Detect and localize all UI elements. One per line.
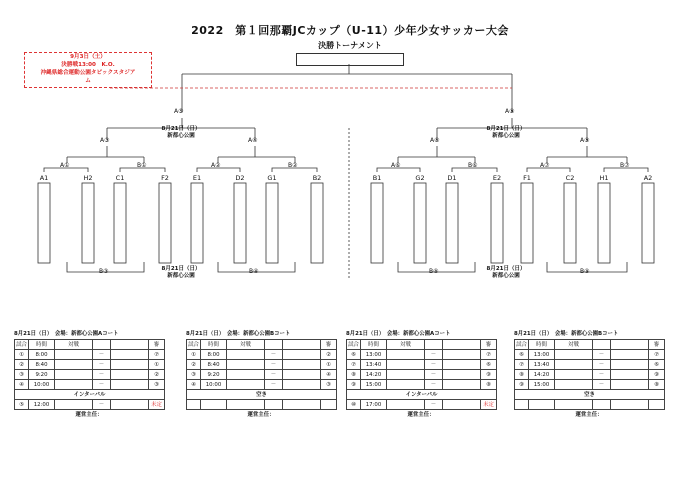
col-header	[425, 340, 443, 350]
table-cell	[649, 400, 665, 410]
table-row	[187, 370, 337, 380]
table-cell: ①	[187, 350, 201, 360]
table-cell: ⑦	[649, 350, 665, 360]
table-row	[15, 360, 165, 370]
col-header: 審	[321, 340, 337, 350]
table-head-row	[187, 340, 337, 350]
table-row	[15, 400, 165, 410]
table-cell	[443, 380, 481, 390]
node-label: B⑨	[580, 268, 590, 275]
table-header: 8月21日（日） 会場：新都心公園Bコート	[514, 331, 619, 337]
table-cell: 12:00	[29, 400, 55, 410]
match-date: 8月21日（日） 新都心公園	[486, 126, 526, 139]
table-cell: ⑨	[515, 380, 529, 390]
table-cell: 未定	[149, 400, 165, 410]
table-cell	[283, 400, 321, 410]
col-header	[283, 340, 321, 350]
table-cell	[227, 400, 265, 410]
table-cell	[443, 400, 481, 410]
table-cell	[111, 360, 149, 370]
table-cell: 未定	[481, 400, 497, 410]
table-cell: ⑦	[481, 350, 497, 360]
table-head-row	[15, 340, 165, 350]
host-label: 運営主任：	[575, 412, 603, 418]
table-cell	[611, 400, 649, 410]
table-cell	[265, 400, 283, 410]
team-label: E2	[492, 174, 502, 182]
table-cell: －	[425, 350, 443, 360]
table-cell	[201, 400, 227, 410]
col-header: 時間	[201, 340, 227, 350]
table-cell: 13:00	[529, 350, 555, 360]
node-label: B④	[249, 268, 259, 275]
table-row	[187, 350, 337, 360]
notice-line: ム	[85, 78, 91, 84]
table-row	[347, 350, 497, 360]
table-cell: ①	[321, 360, 337, 370]
table-cell	[611, 350, 649, 360]
table-row	[515, 380, 665, 390]
table-cell: ⑨	[347, 380, 361, 390]
table-head-row	[347, 340, 497, 350]
table-cell	[111, 400, 149, 410]
node-label: B⑥	[468, 162, 478, 169]
team-label: G1	[267, 174, 277, 182]
node-label: A③	[100, 137, 110, 144]
col-header: 審	[149, 340, 165, 350]
table-row	[515, 400, 665, 410]
break-label: 空き	[515, 390, 665, 400]
match-date: 8月21日（日） 新都心公園	[161, 126, 201, 139]
node-label: A⑤	[174, 108, 184, 115]
table-cell: 13:00	[361, 350, 387, 360]
table-cell: －	[93, 370, 111, 380]
team-label: B1	[372, 174, 382, 182]
team-label: F1	[523, 174, 531, 182]
node-label: A⑥	[391, 162, 401, 169]
table-cell: 13:40	[361, 360, 387, 370]
table-cell	[387, 370, 425, 380]
table-row	[515, 350, 665, 360]
table-row	[347, 380, 497, 390]
table-cell	[443, 350, 481, 360]
table-row	[347, 360, 497, 370]
node-label: B③	[99, 268, 109, 275]
table-cell: －	[425, 360, 443, 370]
table-cell: 13:40	[529, 360, 555, 370]
schedule-table	[514, 330, 664, 420]
team-label: C1	[115, 174, 125, 182]
table-cell: ①	[15, 350, 29, 360]
table-cell	[529, 400, 555, 410]
team-label: H1	[599, 174, 609, 182]
table-cell: ②	[187, 360, 201, 370]
table-cell: －	[265, 370, 283, 380]
table-cell: －	[265, 380, 283, 390]
table-cell	[387, 360, 425, 370]
table-cell: ⑨	[649, 370, 665, 380]
col-header: 対戦	[55, 340, 93, 350]
col-header	[265, 340, 283, 350]
table-cell: ③	[15, 370, 29, 380]
table-cell: ⑥	[515, 350, 529, 360]
table-cell: ⑦	[149, 350, 165, 360]
table-cell	[111, 380, 149, 390]
table-cell	[593, 400, 611, 410]
table-cell: －	[425, 380, 443, 390]
table-cell: ②	[149, 370, 165, 380]
table-cell: ⑧	[481, 380, 497, 390]
table-cell	[555, 360, 593, 370]
table-cell	[443, 360, 481, 370]
table-cell: ⑤	[15, 400, 29, 410]
table-cell: －	[593, 350, 611, 360]
table-row	[187, 380, 337, 390]
notice-line: 決勝戦13:00 K.O.	[61, 62, 115, 68]
team-label: A2	[643, 174, 653, 182]
match-date: 8月21日（日） 新都心公園	[486, 266, 526, 279]
team-label: G2	[415, 174, 425, 182]
table-cell	[611, 370, 649, 380]
col-header: 対戦	[387, 340, 425, 350]
table-cell	[611, 380, 649, 390]
host-label: 運営主任：	[407, 412, 435, 418]
table-cell	[321, 400, 337, 410]
break-row	[15, 390, 165, 400]
team-label: H2	[83, 174, 93, 182]
team-label: D1	[447, 174, 457, 182]
table-cell: －	[425, 400, 443, 410]
table-cell: ④	[15, 380, 29, 390]
break-label: インターバル	[347, 390, 497, 400]
table-row	[15, 380, 165, 390]
team-label: C2	[565, 174, 575, 182]
table-cell	[227, 370, 265, 380]
table-cell	[387, 350, 425, 360]
table-cell: 8:40	[29, 360, 55, 370]
table-cell: 17:00	[361, 400, 387, 410]
node-label: A⑦	[540, 162, 550, 169]
table-cell	[555, 400, 593, 410]
col-header	[593, 340, 611, 350]
table-cell	[283, 350, 321, 360]
host-label: 運営主任：	[75, 412, 103, 418]
table-cell: ③	[321, 380, 337, 390]
tournament-subtitle: 決勝トーナメント	[318, 41, 382, 50]
table-cell	[55, 350, 93, 360]
table-head-row	[515, 340, 665, 350]
table-cell: 9:20	[201, 370, 227, 380]
node-label: A⑧	[430, 137, 440, 144]
table-cell	[55, 380, 93, 390]
col-header: 時間	[361, 340, 387, 350]
table-cell: ⑥	[481, 360, 497, 370]
table-cell: －	[93, 380, 111, 390]
table-cell	[227, 360, 265, 370]
notice-line: 9月3日（土）	[70, 54, 106, 60]
table-cell: 10:00	[29, 380, 55, 390]
table-cell: ⑧	[515, 370, 529, 380]
table-cell	[611, 360, 649, 370]
table-header: 8月21日（日） 会場：新都心公園Aコート	[346, 331, 451, 337]
break-row	[347, 390, 497, 400]
node-label: B⑦	[620, 162, 630, 169]
table-row	[187, 400, 337, 410]
table-cell: －	[593, 380, 611, 390]
table-cell: －	[93, 400, 111, 410]
node-label: A⑨	[580, 137, 590, 144]
table-cell: ⑥	[649, 360, 665, 370]
table-cell: ①	[149, 360, 165, 370]
col-header: 試合	[348, 341, 359, 348]
table-cell: 8:00	[29, 350, 55, 360]
table-cell: 8:00	[201, 350, 227, 360]
table-cell: 8:40	[201, 360, 227, 370]
table-header: 8月21日（日） 会場：新都心公園Bコート	[186, 331, 291, 337]
table-cell: －	[93, 350, 111, 360]
table-cell	[187, 400, 201, 410]
table-cell	[555, 350, 593, 360]
table-cell: ⑥	[347, 350, 361, 360]
node-label: B②	[288, 162, 298, 169]
table-cell	[111, 350, 149, 360]
col-header: 時間	[29, 340, 55, 350]
notice-line: 沖縄県総合運動公園タピックスタジア	[40, 70, 136, 76]
table-cell: 15:00	[361, 380, 387, 390]
table-cell: ③	[187, 370, 201, 380]
col-header: 時間	[529, 340, 555, 350]
table-cell	[111, 370, 149, 380]
table-row	[15, 370, 165, 380]
table-cell: ③	[149, 380, 165, 390]
table-cell: －	[593, 370, 611, 380]
break-row	[187, 390, 337, 400]
col-header	[443, 340, 481, 350]
col-header: 試合	[516, 341, 527, 348]
table-cell: ⑦	[347, 360, 361, 370]
table-cell: ⑩	[347, 400, 361, 410]
break-label: 空き	[187, 390, 337, 400]
table-cell: 15:00	[529, 380, 555, 390]
team-label: E1	[192, 174, 202, 182]
match-date: 8月21日（日） 新都心公園	[161, 266, 201, 279]
node-label: A⑨	[505, 108, 515, 115]
col-header	[611, 340, 649, 350]
table-cell	[555, 370, 593, 380]
table-cell	[515, 400, 529, 410]
page-title: 2022 第１回那覇JCカップ（U-11）少年少女サッカー大会	[191, 24, 509, 37]
col-header: 審	[481, 340, 497, 350]
table-cell	[283, 380, 321, 390]
table-cell: 14:20	[361, 370, 387, 380]
team-label: A1	[39, 174, 49, 182]
table-cell	[387, 400, 425, 410]
host-label: 運営主任：	[247, 412, 275, 418]
table-cell: －	[593, 360, 611, 370]
node-label: B⑧	[429, 268, 439, 275]
schedule-table	[14, 330, 164, 420]
node-label: A②	[211, 162, 221, 169]
table-cell	[387, 380, 425, 390]
col-header	[93, 340, 111, 350]
table-cell: 10:00	[201, 380, 227, 390]
table-cell: －	[265, 360, 283, 370]
table-cell	[55, 370, 93, 380]
team-label: D2	[235, 174, 245, 182]
table-header: 8月21日（日） 会場：新都心公園Aコート	[14, 331, 119, 337]
schedule-table	[186, 330, 336, 420]
schedule-table	[346, 330, 496, 420]
node-label: A④	[248, 137, 258, 144]
col-header: 試合	[16, 341, 27, 348]
table-cell: ②	[321, 350, 337, 360]
table-cell: ⑨	[481, 370, 497, 380]
table-cell: 14:20	[529, 370, 555, 380]
col-header	[111, 340, 149, 350]
table-cell	[55, 400, 93, 410]
table-cell: ④	[321, 370, 337, 380]
team-label: B2	[312, 174, 322, 182]
team-label: F2	[161, 174, 169, 182]
break-row	[515, 390, 665, 400]
col-header: 審	[649, 340, 665, 350]
table-cell: －	[425, 370, 443, 380]
table-row	[187, 360, 337, 370]
table-row	[515, 360, 665, 370]
break-label: インターバル	[15, 390, 165, 400]
table-cell: 9:20	[29, 370, 55, 380]
table-cell: －	[93, 360, 111, 370]
table-row	[347, 400, 497, 410]
table-row	[347, 370, 497, 380]
table-cell: ④	[187, 380, 201, 390]
table-cell	[283, 370, 321, 380]
node-label: A①	[60, 162, 70, 169]
node-label: B①	[137, 162, 147, 169]
table-cell	[227, 380, 265, 390]
table-cell: －	[265, 350, 283, 360]
table-cell: ⑧	[347, 370, 361, 380]
table-cell	[227, 350, 265, 360]
table-cell: ⑧	[649, 380, 665, 390]
table-row	[15, 350, 165, 360]
table-cell: ②	[15, 360, 29, 370]
col-header: 対戦	[227, 340, 265, 350]
table-cell	[55, 360, 93, 370]
col-header: 対戦	[555, 340, 593, 350]
table-cell	[283, 360, 321, 370]
table-cell	[555, 380, 593, 390]
table-row	[515, 370, 665, 380]
table-cell	[443, 370, 481, 380]
col-header: 試合	[188, 341, 199, 348]
table-cell: ⑦	[515, 360, 529, 370]
